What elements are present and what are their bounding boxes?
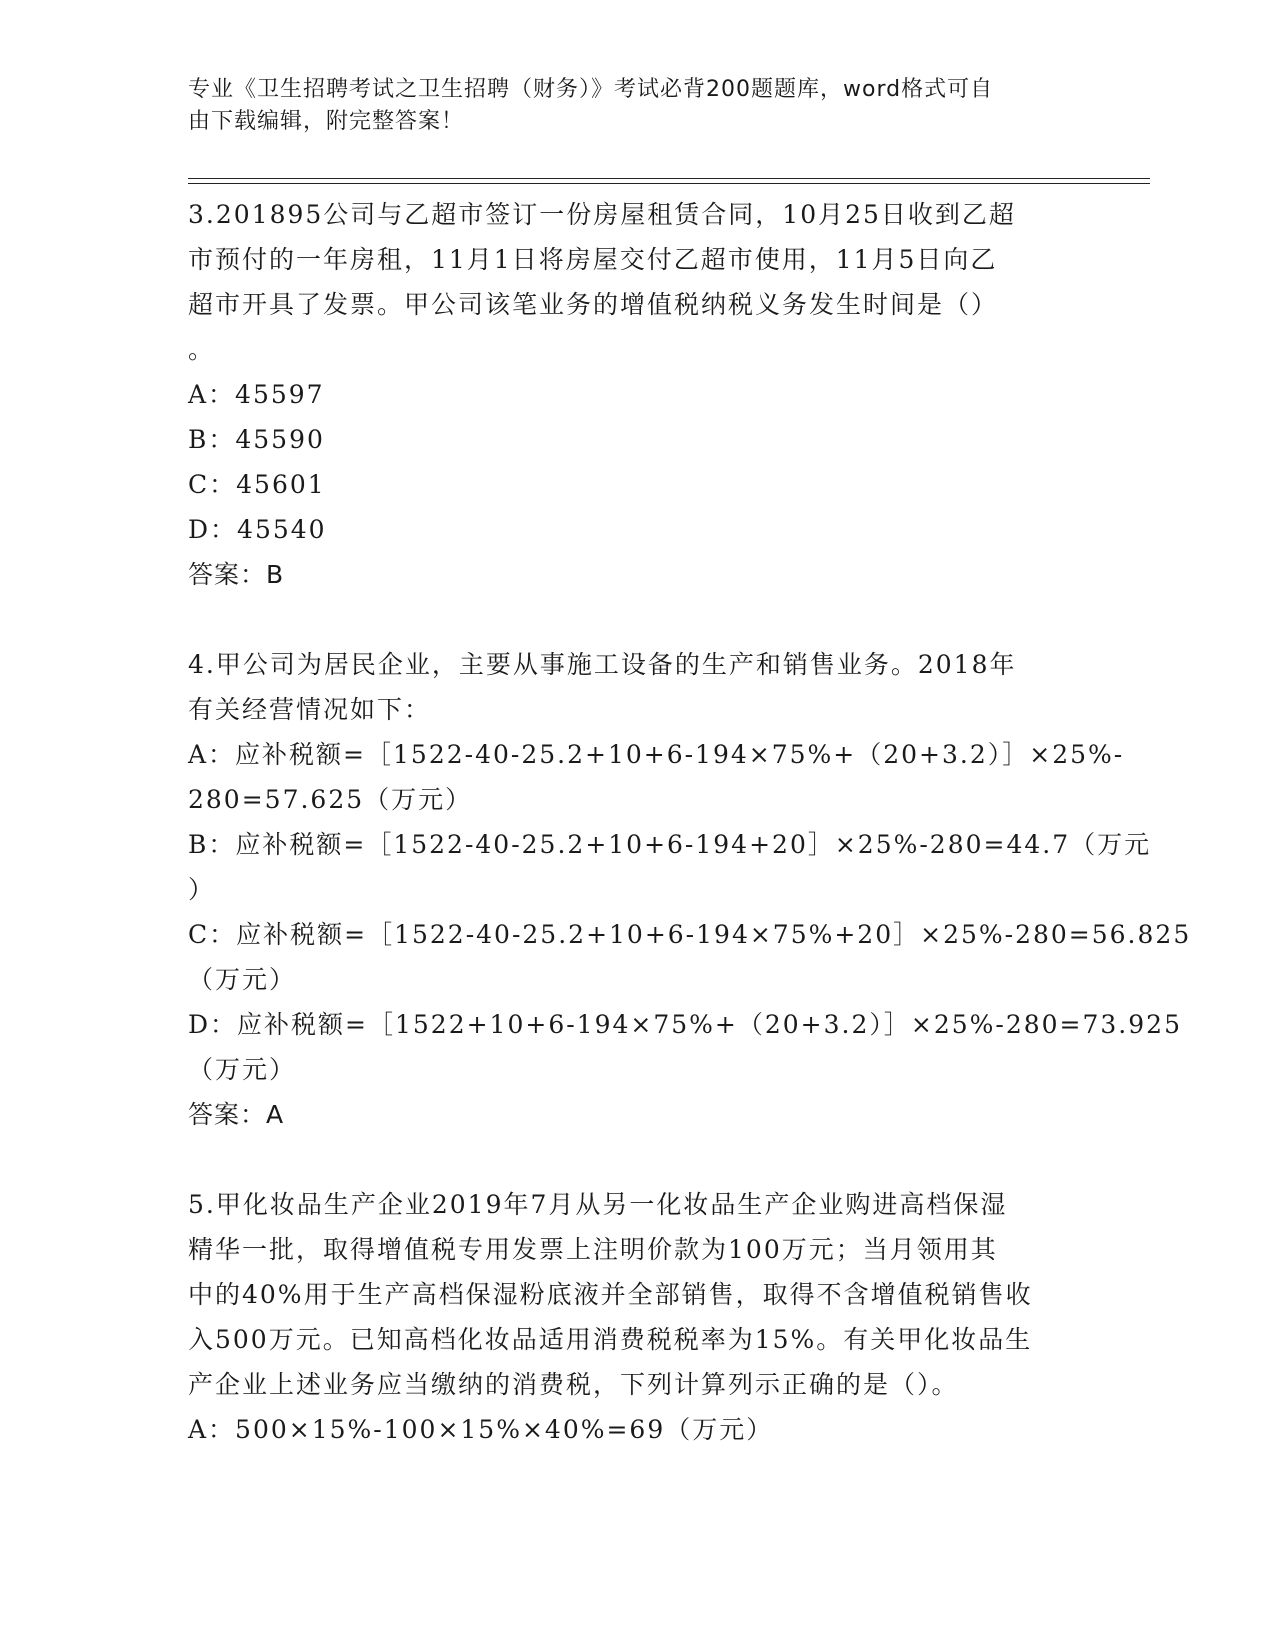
question-4	[188, 642, 1192, 1137]
question-text-line: 超市开具了发票。甲公司该笔业务的增值税纳税义务发生时间是（）	[188, 290, 999, 319]
question-text-line: 中的40%用于生产高档保湿粉底液并全部销售，取得不含增值税销售收	[188, 1280, 1033, 1309]
question-text-line: 5.甲化妆品生产企业2019年7月从另一化妆品生产企业购进高档保湿	[188, 1190, 1008, 1219]
option-c-continued: （万元）	[188, 965, 297, 994]
spacer	[188, 597, 1088, 642]
answer-line: 答案：B	[188, 560, 285, 589]
option-a: A：应补税额=［1522-40-25.2+10+6-194×75%+（20+3.2）］×25%-	[188, 740, 1125, 769]
option-a: A：500×15%-100×15%×40%=69（万元）	[188, 1415, 774, 1444]
spacer	[188, 1137, 1088, 1182]
option-a-continued: 280=57.625（万元）	[188, 785, 473, 814]
document-header	[188, 74, 1068, 138]
question-text-line: 精华一批，取得增值税专用发票上注明价款为100万元；当月领用其	[188, 1235, 998, 1264]
question-text-line: 入500万元。已知高档化妆品适用消费税税率为15%。有关甲化妆品生	[188, 1325, 1033, 1354]
header-divider-top	[188, 178, 1150, 179]
question-text-line: 。	[188, 335, 216, 364]
option-b: B：应补税额=［1522-40-25.2+10+6-194+20］×25%-280=44.7（万元	[188, 830, 1152, 859]
question-text-line: 3.201895公司与乙超市签订一份房屋租赁合同，10月25日收到乙超	[188, 200, 1016, 229]
header-divider-bottom	[188, 183, 1150, 184]
option-d: D：45540	[188, 515, 327, 544]
option-c: C：45601	[188, 470, 326, 499]
header-line-1: 专业《卫生招聘考试之卫生招聘（财务）》考试必背200题题库，word格式可自	[188, 77, 994, 102]
option-a: A：45597	[188, 380, 325, 409]
question-5	[188, 1182, 1088, 1452]
option-c: C：应补税额=［1522-40-25.2+10+6-194×75%+20］×25%-280=56.825	[188, 920, 1192, 949]
question-text-line: 4.甲公司为居民企业，主要从事施工设备的生产和销售业务。2018年	[188, 650, 1017, 679]
option-d: D：应补税额=［1522+10+6-194×75%+（20+3.2）］×25%-280=73.925	[188, 1010, 1182, 1039]
question-text-line: 有关经营情况如下：	[188, 695, 432, 724]
answer-line: 答案：A	[188, 1100, 285, 1129]
question-text-line: 产企业上述业务应当缴纳的消费税，下列计算列示正确的是（）。	[188, 1370, 959, 1399]
option-b-continued: ）	[188, 875, 216, 904]
question-list	[188, 192, 1192, 1452]
option-b: B：45590	[188, 425, 325, 454]
header-line-2: 由下载编辑，附完整答案！	[188, 109, 465, 134]
question-3	[188, 192, 1088, 597]
question-text-line: 市预付的一年房租，11月1日将房屋交付乙超市使用，11月5日向乙	[188, 245, 998, 274]
option-d-continued: （万元）	[188, 1055, 297, 1084]
